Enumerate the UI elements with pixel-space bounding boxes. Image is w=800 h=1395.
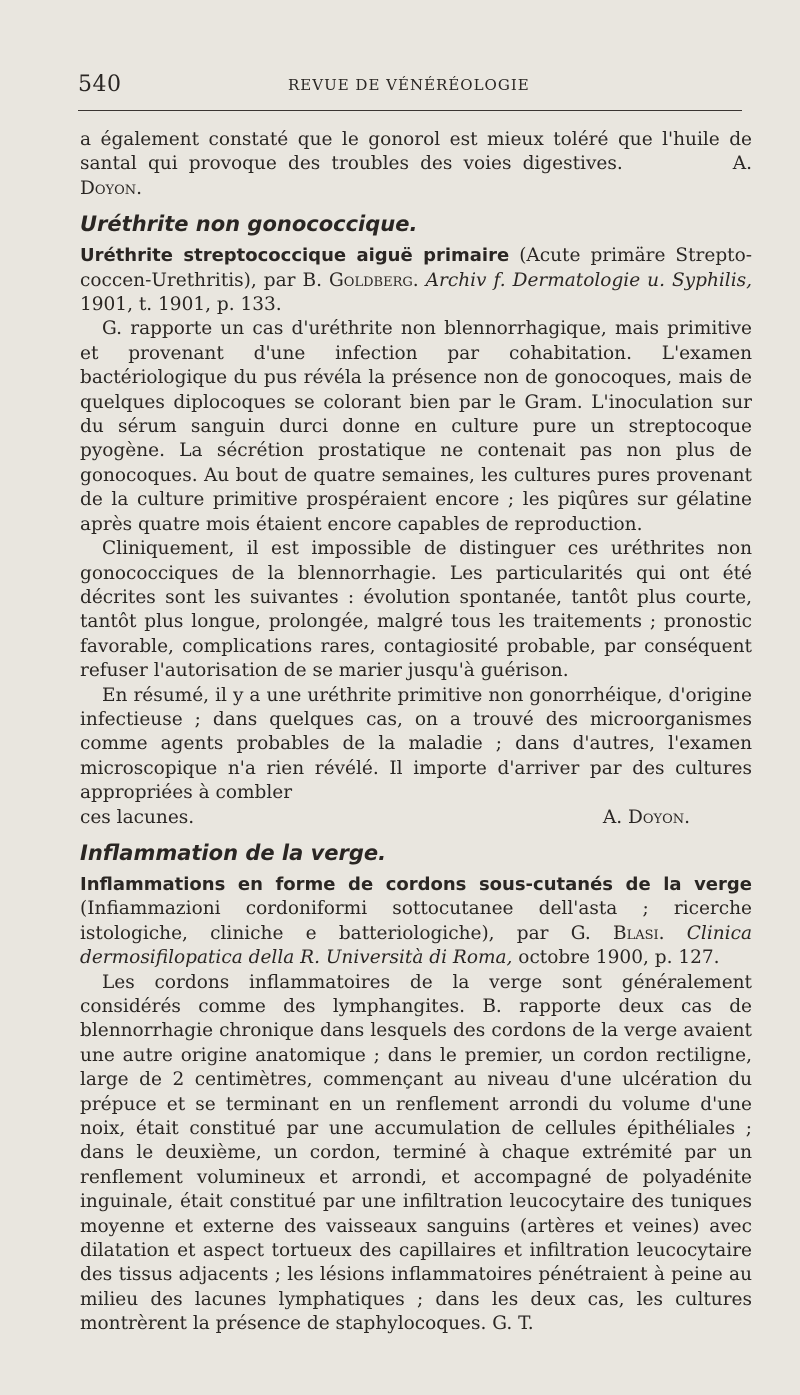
page-body bbox=[80, 128, 752, 1337]
body-paragraph: G. rapporte un cas d'uréthrite non blennorrhagique, mais primitive et provenant d'une infection par cohabitation. L'examen bactériologique du pus révéla la présence non de gonocoques, mais de quelques diplocoques se colorant bien par le Gram. L'inoculation sur du sérum sanguin durci donne en culture pure un streptocoque pyogène. La sécrétion prostatique ne contenait pas non plus de gonocoques. Au bout de quatre semaines, les cultures pures provenant de la culture primitive prospéraient encore ; les piqûres sur gélatine après quatre mois étaient encore capables de reproduction. bbox=[80, 318, 752, 535]
header-rule bbox=[78, 110, 742, 111]
article-author: B. Goldberg. bbox=[302, 269, 419, 291]
section-heading-inflammation: Inflammation de la verge. bbox=[80, 840, 387, 865]
article-original-title: (Infiammazioni cordoniformi sottocutanee dell'asta ; ricerche istologiche, cliniche e batteriologiche), par bbox=[80, 898, 752, 944]
section-heading-urethrite: Uréthrite non gonococcique. bbox=[80, 212, 418, 237]
article-original-title: (Acute primäre Strepto-coccen-Urethritis), par bbox=[80, 245, 752, 291]
article-ref: octobre 1900, p. 127. bbox=[512, 947, 720, 969]
section-signature: A. Doyon. bbox=[602, 806, 690, 828]
body-paragraph: Les cordons inflammatoires de la verge sont généralement considérés comme des lymphangites. B. rapporte deux cas de blennorrhagie chronique dans lesquels des cordons de la verge avaient une autre origine anatomique ; dans le premier, un cordon rectiligne, large de 2 centimètres, commençant au niveau d'une ulcération du prépuce et se terminant en un renflement arrondi du volume d'une noix, était constitué par une accumulation de cellules épithéliales ; dans le deuxième, un cordon, terminé à chaque extrémité par un renflement volumineux et arrondi, et accompagné de polyadénite inguinale, était constitué par une infiltration leucocytaire des tuniques moyenne et externe des vaisseaux sanguins (artères et veines) avec dilatation et aspect tortueux des capillaires et infiltration leucocytaire des tissus adjacents ; les lésions inflammatoires pénétraient à peine au milieu des lacunes lymphatiques ; dans les deux cas, les cultures montrèrent la présence de staphylocoques. G. T. bbox=[80, 971, 752, 1335]
article-journal: Clinica dermosifilopatica della R. Università di Roma, bbox=[80, 922, 752, 969]
signature-line bbox=[80, 806, 752, 830]
article-title: Inflammations en forme de cordons sous-cutanés de la verge bbox=[80, 873, 752, 895]
running-title: REVUE DE VÉNÉRÉOLOGIE bbox=[288, 76, 530, 94]
body-paragraph: En résumé, il y a une uréthrite primitive non gonorrhéique, d'origine infectieuse ; dans quelques cas, on a trouvé des microorganismes comme agents probables de la maladie ; dans d'autres, l'examen microscopique n'a rien révélé. Il importe d'arriver par des cultures appropriées à combler bbox=[80, 684, 752, 804]
body-paragraph: Cliniquement, il est impossible de distinguer ces uréthrites non gonococciques de la blennorrhagie. Les particularités qui ont été décrites sont les suivantes : évolution spontanée, tantôt plus courte, tantôt plus longue, prolongée, malgré tous les traitements ; pronostic favorable, complications rares, contagiosité probable, par conséquent refuser l'autorisation de se marier jusqu'à guérison. bbox=[80, 538, 752, 682]
article-reference-blasi bbox=[80, 873, 752, 971]
article-reference-goldberg bbox=[80, 244, 752, 317]
article-author: G. Blasi. bbox=[570, 922, 665, 944]
article-title: Uréthrite streptococcique aiguë primaire bbox=[80, 245, 510, 267]
carryover-signature: A. Doyon. bbox=[80, 153, 752, 199]
carryover-paragraph: a également constaté que le gonorol est mieux toléré que l'huile de santal qui provoque des troubles des voies digestives. A. Doyon. bbox=[80, 129, 752, 199]
article-journal: Archiv f. Dermatologie u. Syphilis, bbox=[425, 269, 752, 291]
section-signature: G. T. bbox=[492, 1313, 534, 1335]
body-text: ces lacunes. bbox=[80, 806, 195, 828]
article-ref: 1901, t. 1901, p. 133. bbox=[80, 294, 282, 316]
page-header bbox=[78, 72, 742, 104]
page-number: 540 bbox=[78, 72, 122, 97]
